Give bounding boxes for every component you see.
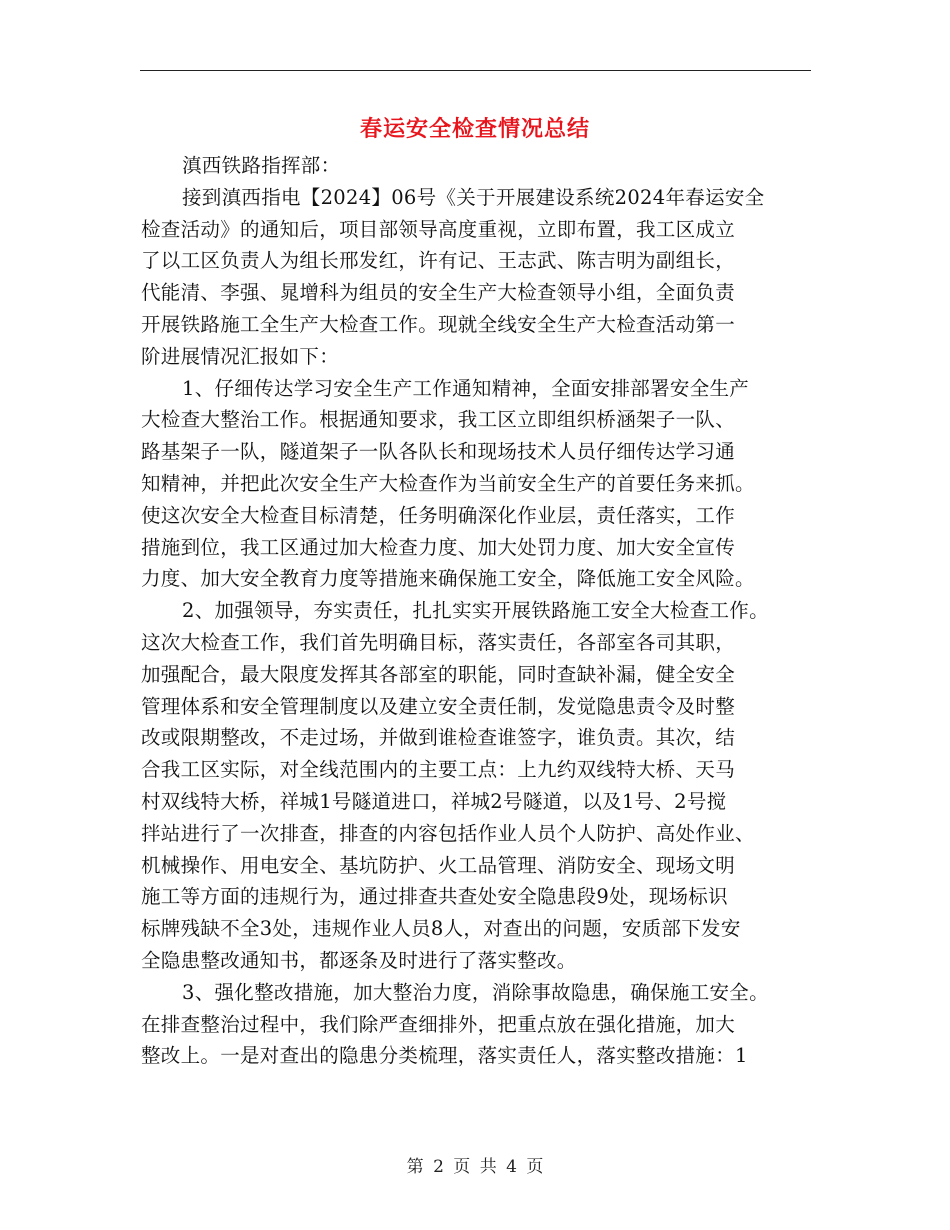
section-1-line: 1、仔细传达学习安全生产工作通知精神，全面安排部署安全生产 [182,376,750,400]
section-3-line: 3、强化整改措施，加大整治力度，消除事故隐患，确保施工安全。 [182,980,769,1004]
document-body [141,150,831,1072]
section-2-line: 2、加强领导，夯实责任，扎扎实实开展铁路施工安全大检查工作。 [182,599,769,623]
body-line: 施工等方面的违规行为，通过排查共查处安全隐患段9处，现场标识 [141,885,728,909]
body-line: 标牌残缺不全3处，违规作业人员8人，对查出的问题，安质部下发安 [141,917,741,941]
body-line: 开展铁路施工全生产大检查工作。现就全线安全生产大检查活动第一 [141,312,736,336]
body-line: 使这次安全大检查目标清楚，任务明确深化作业层，责任落实，工作 [141,503,736,527]
body-line: 管理体系和安全管理制度以及建立安全责任制，发觉隐患责令及时整 [141,694,736,718]
header-rule [140,70,811,71]
body-line: 代能清、李强、晁增科为组员的安全生产大检查领导小组，全面负责 [141,281,736,305]
body-line: 了以工区负责人为组长邢发红，许有记、王志武、陈吉明为副组长， [141,249,736,273]
body-line: 接到滇西指电【2024】06号《关于开展建设系统2024年春运安全 [182,185,765,209]
document-title: 春运安全检查情况总结 [359,116,590,142]
body-line: 机械操作、用电安全、基坑防护、火工品管理、消防安全、现场文明 [141,853,736,877]
body-line: 全隐患整改通知书，都逐条及时进行了落实整改。 [141,948,577,972]
body-line: 合我工区实际，对全线范围内的主要工点：上九约双线特大桥、天马 [141,758,736,782]
body-line: 路基架子一队，隧道架子一队各队长和现场技术人员仔细传达学习通 [141,440,736,464]
body-line: 措施到位，我工区通过加大检查力度、加大处罚力度、加大安全宣传 [141,535,736,559]
body-line: 整改上。一是对查出的隐患分类梳理，落实责任人，落实整改措施：1 [141,1044,748,1068]
body-line: 拌站进行了一次排查，排查的内容包括作业人员个人防护、高处作业、 [141,821,755,845]
body-line: 改或限期整改，不走过场，并做到谁检查谁签字，谁负责。其次，结 [141,726,736,750]
body-line: 检查活动》的通知后，项目部领导高度重视，立即布置，我工区成立 [141,217,736,241]
body-line: 力度、加大安全教育力度等措施来确保施工安全，降低施工安全风险。 [141,567,755,591]
body-line: 村双线特大桥，祥城1号隧道进口，祥城2号隧道，以及1号、2号搅 [141,789,727,813]
body-line: 大检查大整治工作。根据通知要求，我工区立即组织桥涵架子一队、 [141,408,736,432]
body-line: 阶进展情况汇报如下： [141,344,340,368]
salutation-line: 滇西铁路指挥部： [182,154,341,177]
page-number: 第 2 页 共 4 页 [406,1157,544,1177]
body-line: 知精神，并把此次安全生产大检查作为当前安全生产的首要任务来抓。 [141,471,755,495]
body-line: 这次大检查工作，我们首先明确目标，落实责任，各部室各司其职， [141,630,736,654]
body-line: 加强配合，最大限度发挥其各部室的职能，同时查缺补漏，健全安全 [141,662,736,686]
body-line: 在排查整治过程中，我们除严查细排外，把重点放在强化措施，加大 [141,1012,736,1036]
